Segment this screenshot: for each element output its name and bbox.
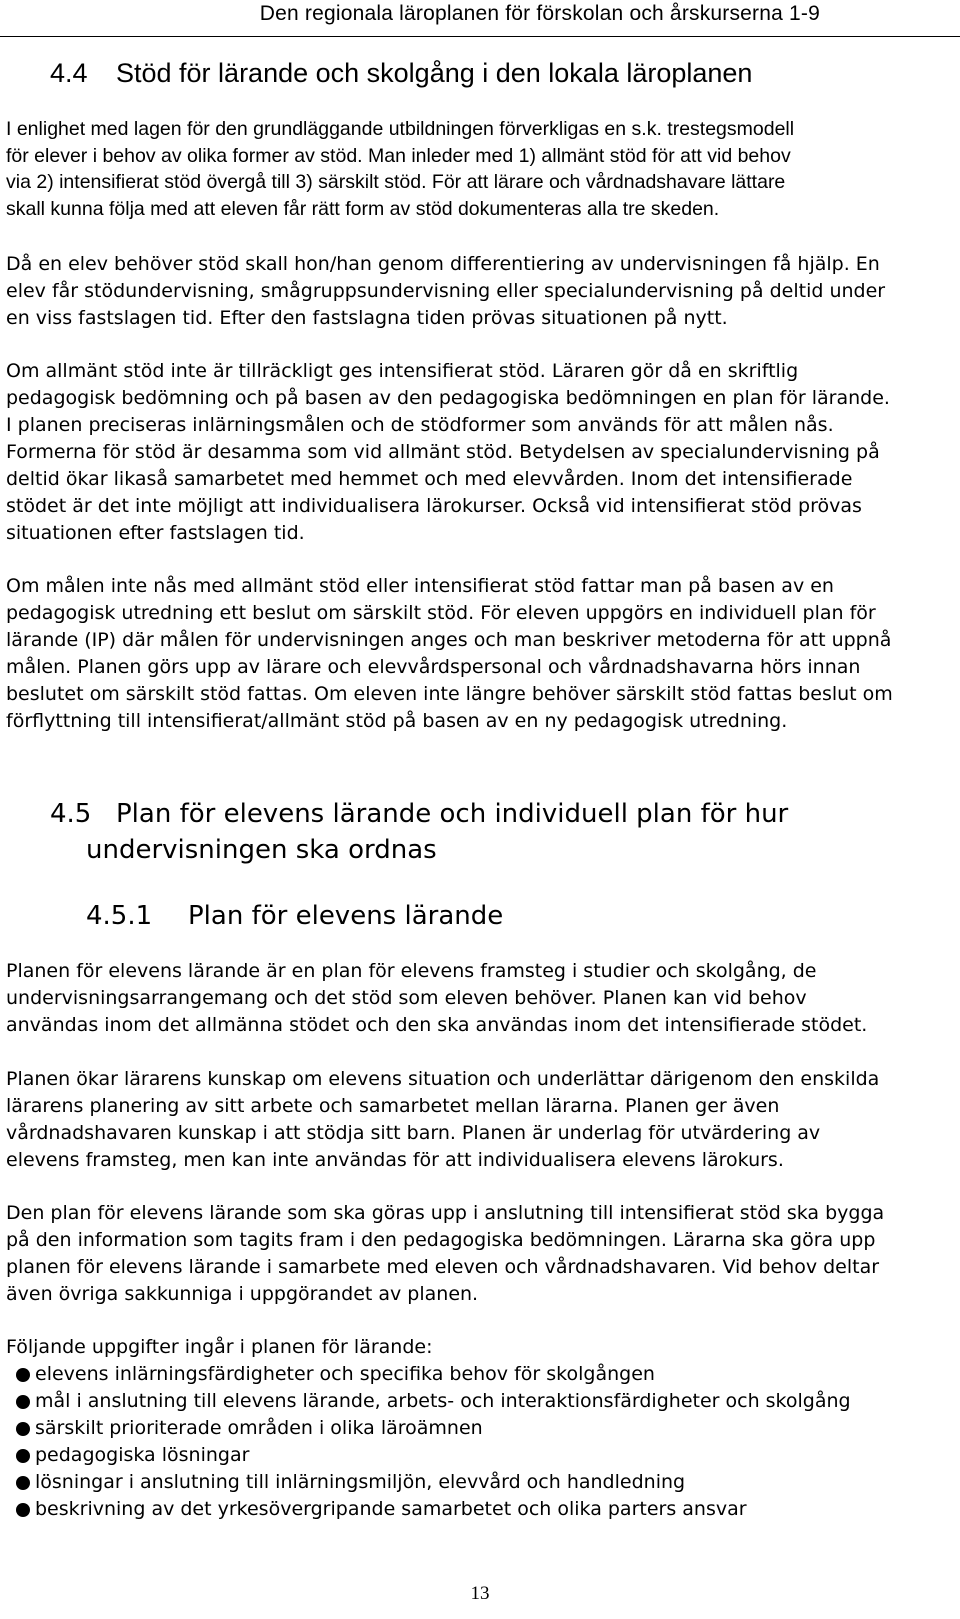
bullet-icon (16, 1395, 30, 1409)
text-line: elevens framsteg, men kan inte användas för att individualisera elevens lärokurs. (6, 1149, 784, 1171)
list-item (6, 1442, 851, 1469)
list-item-text: elevens inlärningsfärdigheter och specifika behov för skolgången (35, 1363, 655, 1385)
text-line: planen för elevens lärande i samarbete med eleven och vårdnadshavaren. Vid behov deltar (6, 1256, 880, 1278)
subsection-number: 4.5.1 (86, 901, 153, 931)
paragraph (6, 958, 951, 1039)
section-title: Stöd för lärande och skolgång i den lokala läroplanen (116, 58, 753, 88)
paragraph (6, 358, 951, 547)
paragraph (6, 116, 951, 222)
bullet-icon (16, 1449, 30, 1463)
page-number: 13 (470, 1583, 490, 1604)
running-header: Den regionala läroplanen för förskolan och årskurserna 1-9 (259, 2, 820, 25)
header-divider (0, 36, 960, 37)
text-line: pedagogisk utredning ett beslut om särskilt stöd. För eleven uppgörs en individuell plan för (6, 602, 876, 624)
text-line: undervisningsarrangemang och det stöd som eleven behöver. Planen kan vid behov (6, 987, 807, 1009)
section-heading-4-4 (50, 58, 752, 89)
text-line: via 2) intensifierat stöd övergå till 3) särskilt stöd. För att lärare och vårdnadshavare lättare (6, 171, 786, 193)
list-item-text: särskilt prioriterade områden i olika läroämnen (35, 1417, 483, 1439)
paragraph (6, 573, 951, 735)
text-line: Planen för elevens lärande är en plan för elevens framsteg i studier och skolgång, de (6, 960, 817, 982)
text-line: Planen ökar lärarens kunskap om elevens situation och underlättar därigenom den enskilda (6, 1068, 880, 1090)
paragraph (6, 1066, 951, 1174)
text-line: vårdnadshavaren kunskap i att stödja sitt barn. Planen är underlag för utvärdering av (6, 1122, 821, 1144)
list-item-text: lösningar i anslutning till inlärningsmiljön, elevvård och handledning (35, 1471, 686, 1493)
text-line: Formerna för stöd är desamma som vid allmänt stöd. Betydelsen av specialundervisning på (6, 441, 880, 463)
section-title: Plan för elevens lärande och individuell plan för hur (116, 799, 789, 829)
bullet-icon (16, 1503, 30, 1517)
section-heading-4-5 (50, 796, 788, 868)
text-line: målen. Planen görs upp av lärare och elevvårdspersonal och vårdnadshavarna hörs innan (6, 656, 861, 678)
subsection-heading-4-5-1 (86, 901, 503, 931)
list-item-text: beskrivning av det yrkesövergripande samarbetet och olika parters ansvar (35, 1498, 747, 1520)
paragraph (6, 1200, 951, 1308)
list-item-text: pedagogiska lösningar (35, 1444, 250, 1466)
paragraph (6, 251, 951, 332)
text-line: situationen efter fastslagen tid. (6, 522, 305, 544)
text-line: lärarens planering av sitt arbete och samarbetet mellan lärarna. Planen ger även (6, 1095, 780, 1117)
text-line: även övriga sakkunniga i uppgörandet av planen. (6, 1283, 479, 1305)
list-item (6, 1496, 851, 1523)
text-line: Om allmänt stöd inte är tillräckligt ges intensifierat stöd. Läraren gör då en skriftlig (6, 360, 799, 382)
bullet-icon (16, 1368, 30, 1382)
list-intro (6, 1334, 951, 1361)
list-item (6, 1388, 851, 1415)
bullet-icon (16, 1476, 30, 1490)
text-line: I enlighet med lagen för den grundläggande utbildningen förverkligas en s.k. trestegsmodell (6, 118, 795, 140)
text-line: Då en elev behöver stöd skall hon/han genom differentiering av undervisningen få hjälp. En (6, 253, 880, 275)
list-item (6, 1469, 851, 1496)
subsection-title: Plan för elevens lärande (188, 901, 504, 931)
text-line: skall kunna följa med att eleven får rätt form av stöd dokumenteras alla tre skeden. (6, 197, 720, 220)
text-line: Om målen inte nås med allmänt stöd eller intensifierat stöd fattar man på basen av en (6, 575, 834, 597)
text-line: beslutet om särskilt stöd fattas. Om eleven inte längre behöver särskilt stöd fattas beslut om (6, 683, 893, 705)
text-line: användas inom det allmänna stödet och den ska användas inom det intensifierade stödet. (6, 1014, 868, 1036)
text-line: Följande uppgifter ingår i planen för lärande: (6, 1336, 433, 1358)
text-line: Den plan för elevens lärande som ska göras upp i anslutning till intensifierat stöd ska bygga (6, 1202, 885, 1224)
text-line: för elever i behov av olika former av stöd. Man inleder med 1) allmänt stöd för att vid behov (6, 144, 791, 167)
section-number: 4.4 (50, 58, 88, 88)
text-line: elev får stödundervisning, smågruppsundervisning eller specialundervisning på deltid under (6, 280, 886, 302)
list-item (6, 1361, 851, 1388)
text-line: deltid ökar likaså samarbetet med hemmet och med elevvården. Inom det intensifierade (6, 468, 853, 490)
list-item (6, 1415, 851, 1442)
text-line: förflyttning till intensifierat/allmänt stöd på basen av en ny pedagogisk utredning. (6, 710, 788, 732)
text-line: I planen preciseras inlärningsmålen och de stödformer som används för att målen nås. (6, 414, 834, 436)
section-number: 4.5 (50, 799, 92, 829)
text-line: en viss fastslagen tid. Efter den fastslagna tiden prövas situationen på nytt. (6, 307, 728, 329)
text-line: på den information som tagits fram i den pedagogiska bedömningen. Lärarna ska göra upp (6, 1229, 876, 1251)
bullet-list (6, 1361, 851, 1523)
section-title-continued: undervisningen ska ordnas (86, 835, 437, 865)
text-line: lärande (IP) där målen för undervisningen anges och man beskriver metoderna för att uppnå (6, 629, 892, 651)
list-item-text: mål i anslutning till elevens lärande, arbets- och interaktionsfärdigheter och skolgång (35, 1390, 851, 1412)
bullet-icon (16, 1422, 30, 1436)
text-line: pedagogisk bedömning och på basen av den pedagogiska bedömningen en plan för lärande. (6, 387, 890, 409)
text-line: stödet är det inte möjligt att individualisera lärokurser. Också vid intensifierat stöd prövas (6, 495, 862, 517)
